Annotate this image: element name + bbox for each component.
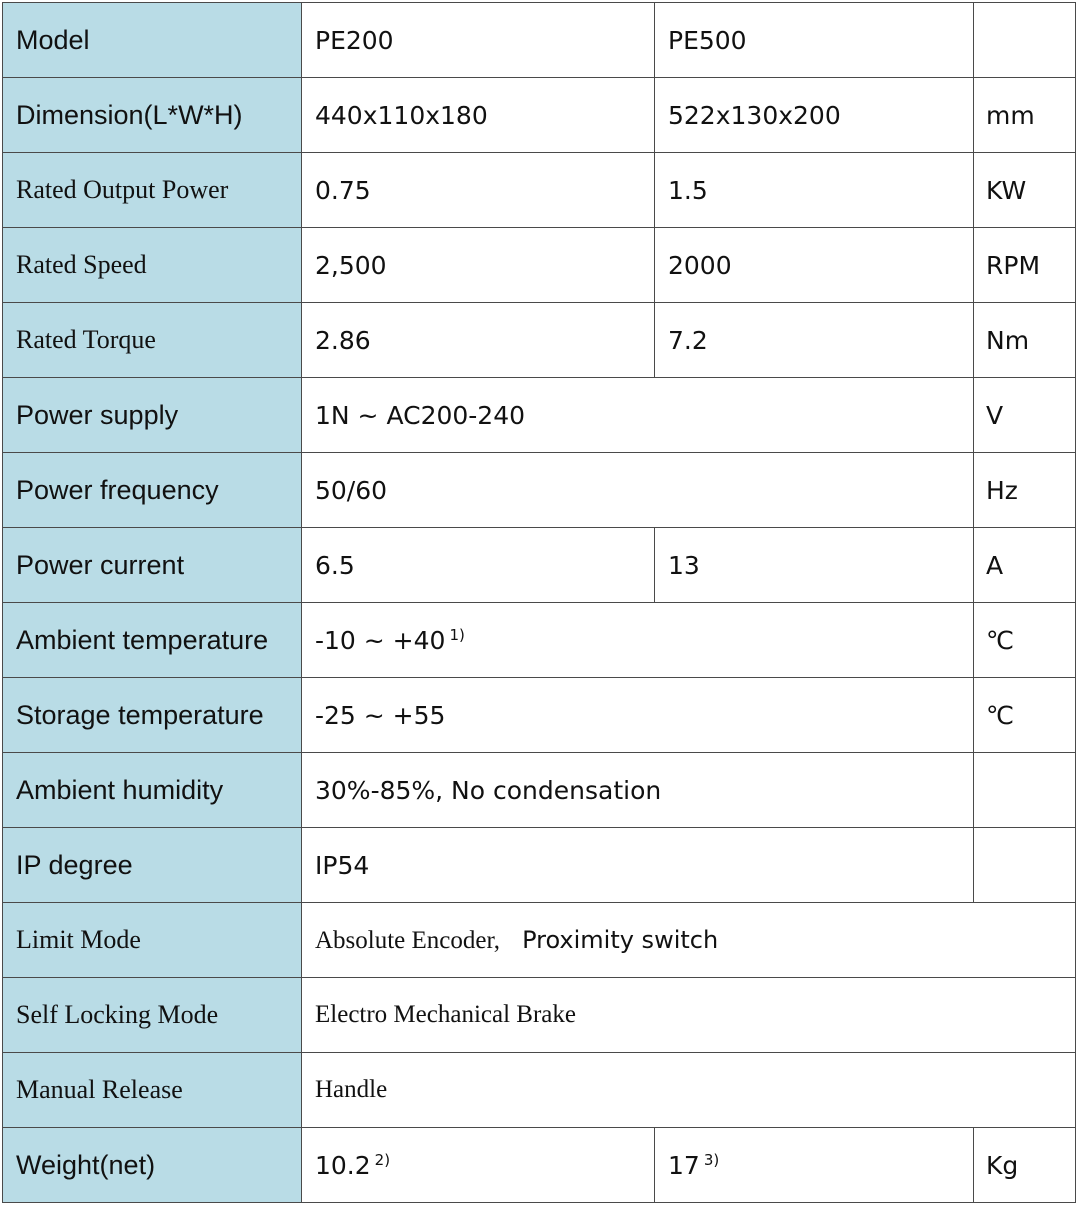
value-text: 2000 xyxy=(668,250,732,280)
value-cell xyxy=(655,528,974,603)
value-text: 2.86 xyxy=(315,325,371,355)
unit-text: mm xyxy=(986,100,1035,130)
table-row xyxy=(3,378,1076,453)
value-cell xyxy=(302,3,655,78)
value-cell xyxy=(302,378,974,453)
footnote-marker: 3) xyxy=(703,1150,720,1169)
value-text: 13 xyxy=(668,550,700,580)
table-row xyxy=(3,903,1076,978)
value-cell xyxy=(302,828,974,903)
spec-table xyxy=(2,2,1076,1203)
value-cell xyxy=(302,678,974,753)
value-text: 440x110x180 xyxy=(315,100,488,130)
row-label: Manual Release xyxy=(3,1053,302,1128)
unit-cell xyxy=(974,828,1076,903)
value-text: 1N ~ AC200-240 xyxy=(315,400,526,430)
row-label: IP degree xyxy=(3,828,302,903)
value-text: IP54 xyxy=(315,850,370,880)
value-cell xyxy=(302,528,655,603)
value-cell xyxy=(655,303,974,378)
value-text: 50/60 xyxy=(315,475,388,505)
unit-text: KW xyxy=(986,175,1027,205)
unit-text: V xyxy=(986,400,1004,430)
row-label: Power frequency xyxy=(3,453,302,528)
unit-cell xyxy=(974,3,1076,78)
row-label: Model xyxy=(3,3,302,78)
value-cell xyxy=(302,978,1076,1053)
table-row xyxy=(3,1053,1076,1128)
table-row xyxy=(3,3,1076,78)
unit-text: A xyxy=(986,550,1004,580)
value-cell xyxy=(302,303,655,378)
value-cell xyxy=(302,903,1076,978)
value-text: 2,500 xyxy=(315,250,387,280)
value-text: -10 ~ +40 xyxy=(315,625,446,655)
value-text: 17 xyxy=(668,1150,700,1180)
table-row xyxy=(3,453,1076,528)
row-label: Power current xyxy=(3,528,302,603)
table-row xyxy=(3,753,1076,828)
unit-text: ℃ xyxy=(986,700,1015,730)
table-row xyxy=(3,303,1076,378)
value-text-secondary: Proximity switch xyxy=(522,925,719,954)
row-label: Weight(net) xyxy=(3,1128,302,1203)
table-row xyxy=(3,678,1076,753)
unit-text: RPM xyxy=(986,250,1041,280)
value-cell xyxy=(302,1128,655,1203)
value-cell xyxy=(302,78,655,153)
value-text: 522x130x200 xyxy=(668,100,841,130)
table-row xyxy=(3,153,1076,228)
value-cell xyxy=(302,603,974,678)
unit-cell xyxy=(974,1128,1076,1203)
value-text: Electro Mechanical Brake xyxy=(315,1001,576,1028)
value-text: Handle xyxy=(315,1076,388,1103)
value-text: Absolute Encoder, xyxy=(315,926,501,954)
row-label: Rated Torque xyxy=(3,303,302,378)
row-label: Dimension(L*W*H) xyxy=(3,78,302,153)
unit-cell xyxy=(974,603,1076,678)
value-text: 6.5 xyxy=(315,550,355,580)
unit-cell xyxy=(974,228,1076,303)
unit-cell xyxy=(974,678,1076,753)
value-cell xyxy=(302,153,655,228)
value-cell xyxy=(302,228,655,303)
value-text: 0.75 xyxy=(315,175,371,205)
row-label: Limit Mode xyxy=(3,903,302,978)
value-cell xyxy=(655,3,974,78)
value-text: 10.2 xyxy=(315,1150,371,1180)
table-row xyxy=(3,1128,1076,1203)
row-label: Rated Output Power xyxy=(3,153,302,228)
unit-cell xyxy=(974,153,1076,228)
unit-cell xyxy=(974,378,1076,453)
unit-cell xyxy=(974,303,1076,378)
value-cell xyxy=(655,78,974,153)
value-cell xyxy=(655,153,974,228)
value-text: PE500 xyxy=(668,25,747,55)
value-cell xyxy=(302,753,974,828)
unit-text: Nm xyxy=(986,325,1030,355)
value-cell xyxy=(302,1053,1076,1128)
value-cell xyxy=(302,453,974,528)
unit-text: Kg xyxy=(986,1150,1019,1180)
unit-text: ℃ xyxy=(986,625,1015,655)
row-label: Storage temperature xyxy=(3,678,302,753)
row-label: Self Locking Mode xyxy=(3,978,302,1053)
value-text: PE200 xyxy=(315,25,394,55)
value-text: 7.2 xyxy=(668,325,708,355)
unit-text: Hz xyxy=(986,475,1018,505)
value-text: -25 ~ +55 xyxy=(315,700,446,730)
row-label: Rated Speed xyxy=(3,228,302,303)
table-row xyxy=(3,528,1076,603)
footnote-marker: 1) xyxy=(449,625,465,644)
unit-cell xyxy=(974,453,1076,528)
row-label: Ambient temperature xyxy=(3,603,302,678)
value-text: 30%-85%, No condensation xyxy=(315,775,662,805)
value-cell xyxy=(655,1128,974,1203)
row-label: Power supply xyxy=(3,378,302,453)
table-row xyxy=(3,228,1076,303)
unit-cell xyxy=(974,78,1076,153)
row-label: Ambient humidity xyxy=(3,753,302,828)
table-row xyxy=(3,828,1076,903)
value-cell xyxy=(655,228,974,303)
unit-cell xyxy=(974,753,1076,828)
table-row xyxy=(3,978,1076,1053)
value-text: 1.5 xyxy=(668,175,708,205)
footnote-marker: 2) xyxy=(374,1150,391,1169)
table-row xyxy=(3,603,1076,678)
table-row xyxy=(3,78,1076,153)
spec-table-body xyxy=(3,3,1076,1203)
unit-cell xyxy=(974,528,1076,603)
